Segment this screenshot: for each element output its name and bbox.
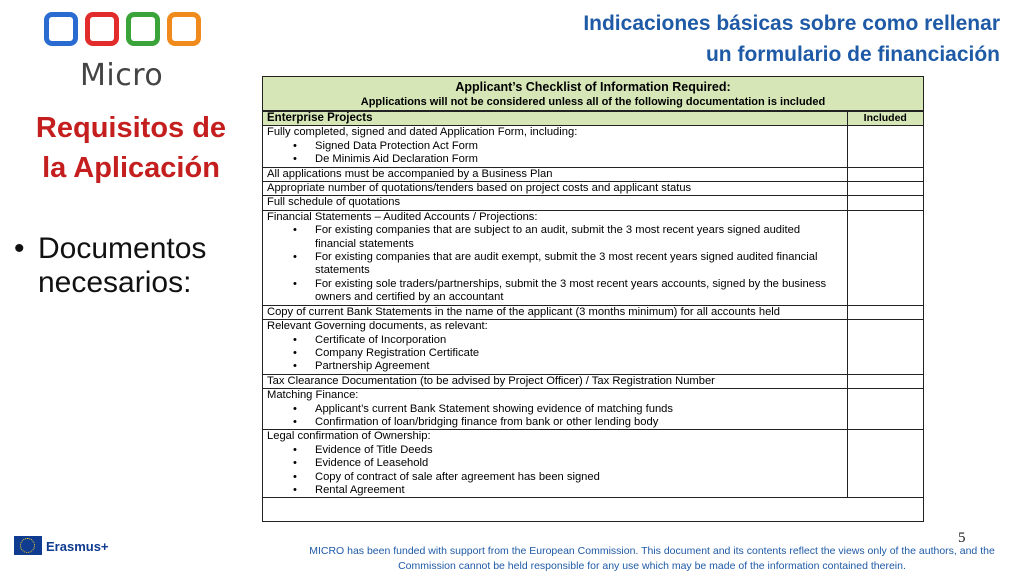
checklist-item-text: Full schedule of quotations: [267, 196, 401, 209]
checklist-subitem: • Partnership Agreement: [267, 360, 843, 373]
logo-square-red: [85, 12, 119, 46]
checklist-title: Applicant’s Checklist of Information Required:: [455, 80, 731, 94]
checklist-subitem: • De Minimis Aid Declaration Form: [267, 153, 843, 166]
checklist-sublist: [267, 403, 843, 430]
checklist-subitem: • Applicant’s current Bank Statement showing evidence of matching funds: [267, 403, 843, 416]
checklist-subitem: • For existing companies that are audit exempt, submit the 3 most recent years signed audited financial statements: [267, 251, 843, 278]
eu-flag-icon: [14, 536, 42, 555]
checklist-subitem: • Evidence of Leasehold: [267, 457, 843, 470]
checklist-item-text: Relevant Governing documents, as relevant:: [267, 320, 488, 333]
slide-header: [440, 8, 1000, 70]
checklist-item: [263, 210, 847, 305]
applicant-checklist: [262, 76, 924, 522]
header-line-2: un formulario de financiación: [705, 43, 1000, 66]
checklist-subitem: • Rental Agreement: [267, 484, 843, 497]
checklist-row: [263, 167, 923, 181]
slide-title-line-1: Requisitos de: [35, 112, 227, 144]
checklist-table: [263, 111, 923, 498]
checklist-row: [263, 196, 923, 210]
checklist-item-text: Tax Clearance Documentation (to be advised by Project Officer) / Tax Registration Number: [267, 374, 715, 387]
checklist-header: [263, 77, 923, 111]
checklist-item: [263, 196, 847, 210]
erasmus-label: Erasmus+: [46, 539, 109, 554]
checklist-item-text: All applications must be accompanied by a Business Plan: [267, 167, 553, 180]
checklist-sublist: [267, 224, 843, 304]
checklist-subitem: • Certificate of Incorporation: [267, 334, 843, 347]
bullet-dot-icon: •: [14, 232, 25, 265]
funding-disclaimer: MICRO has been funded with support from the European Commission. This document and its contents reflect the views only of the authors, and the Commission cannot be held responsible for any use which may be made of the information contained therein.: [309, 545, 995, 572]
included-header: Included: [847, 112, 923, 126]
included-cell: [847, 182, 923, 196]
checklist-row: [263, 126, 923, 167]
slide-title: [14, 108, 248, 188]
checklist-subitem: • Copy of contract of sale after agreement has been signed: [267, 471, 843, 484]
included-cell: [847, 430, 923, 498]
included-cell: [847, 374, 923, 388]
included-cell: [847, 196, 923, 210]
logo-square-blue: [44, 12, 78, 46]
checklist-item: [263, 389, 847, 430]
checklist-item-text: Appropriate number of quotations/tenders based on project costs and applicant status: [267, 182, 692, 195]
checklist-item-text: Financial Statements – Audited Accounts / Projections:: [267, 210, 538, 223]
included-cell: [847, 305, 923, 319]
checklist-subitem: • Confirmation of loan/bridging finance from bank or other lending body: [267, 416, 843, 429]
checklist-sublist: [267, 444, 843, 498]
logo-square-green: [126, 12, 160, 46]
checklist-row: [263, 374, 923, 388]
checklist-section-row: [263, 112, 923, 126]
bullet-text: Documentos necesarios:: [38, 232, 207, 299]
checklist-item-text: Matching Finance:: [267, 389, 359, 402]
slide-title-line-2: la Aplicación: [42, 152, 220, 184]
included-cell: [847, 167, 923, 181]
checklist-row: [263, 389, 923, 430]
checklist-sublist: [267, 334, 843, 374]
checklist-subitem: • For existing sole traders/partnerships, submit the 3 most recent years accounts, signed by the business owners and certified by an accountant: [267, 278, 843, 305]
checklist-item-text: Fully completed, signed and dated Application Form, including:: [267, 126, 578, 139]
checklist-row: [263, 320, 923, 375]
checklist-item: [263, 305, 847, 319]
checklist-item: [263, 182, 847, 196]
header-line-1: Indicaciones básicas sobre como rellenar: [583, 12, 1000, 35]
checklist-row: [263, 210, 923, 305]
page-number: 5: [958, 530, 966, 546]
checklist-row: [263, 305, 923, 319]
included-cell: [847, 389, 923, 430]
checklist-item: [263, 126, 847, 167]
section-label: Enterprise Projects: [263, 112, 847, 126]
checklist-item: [263, 374, 847, 388]
checklist-subitem: • For existing companies that are subject to an audit, submit the 3 most recent years signed audited financial statements: [267, 224, 843, 251]
logo-text: Micro: [80, 58, 164, 93]
checklist-subitem: • Evidence of Title Deeds: [267, 444, 843, 457]
included-cell: [847, 210, 923, 305]
checklist-row: [263, 182, 923, 196]
checklist-sublist: [267, 140, 843, 167]
checklist-item-text: Legal confirmation of Ownership:: [267, 430, 431, 443]
checklist-row: [263, 430, 923, 498]
logo-squares: [44, 8, 214, 50]
checklist-subitem: • Company Registration Certificate: [267, 347, 843, 360]
checklist-subitem: • Signed Data Protection Act Form: [267, 140, 843, 153]
checklist-item: [263, 430, 847, 498]
checklist-item: [263, 320, 847, 375]
included-cell: [847, 126, 923, 167]
included-cell: [847, 320, 923, 375]
checklist-item-text: Copy of current Bank Statements in the name of the applicant (3 months minimum) for all accounts held: [267, 305, 781, 318]
checklist-subtitle: Applications will not be considered unless all of the following documentation is included: [360, 96, 826, 108]
micro-logo: [44, 8, 214, 93]
checklist-item: [263, 167, 847, 181]
logo-square-orange: [167, 12, 201, 46]
